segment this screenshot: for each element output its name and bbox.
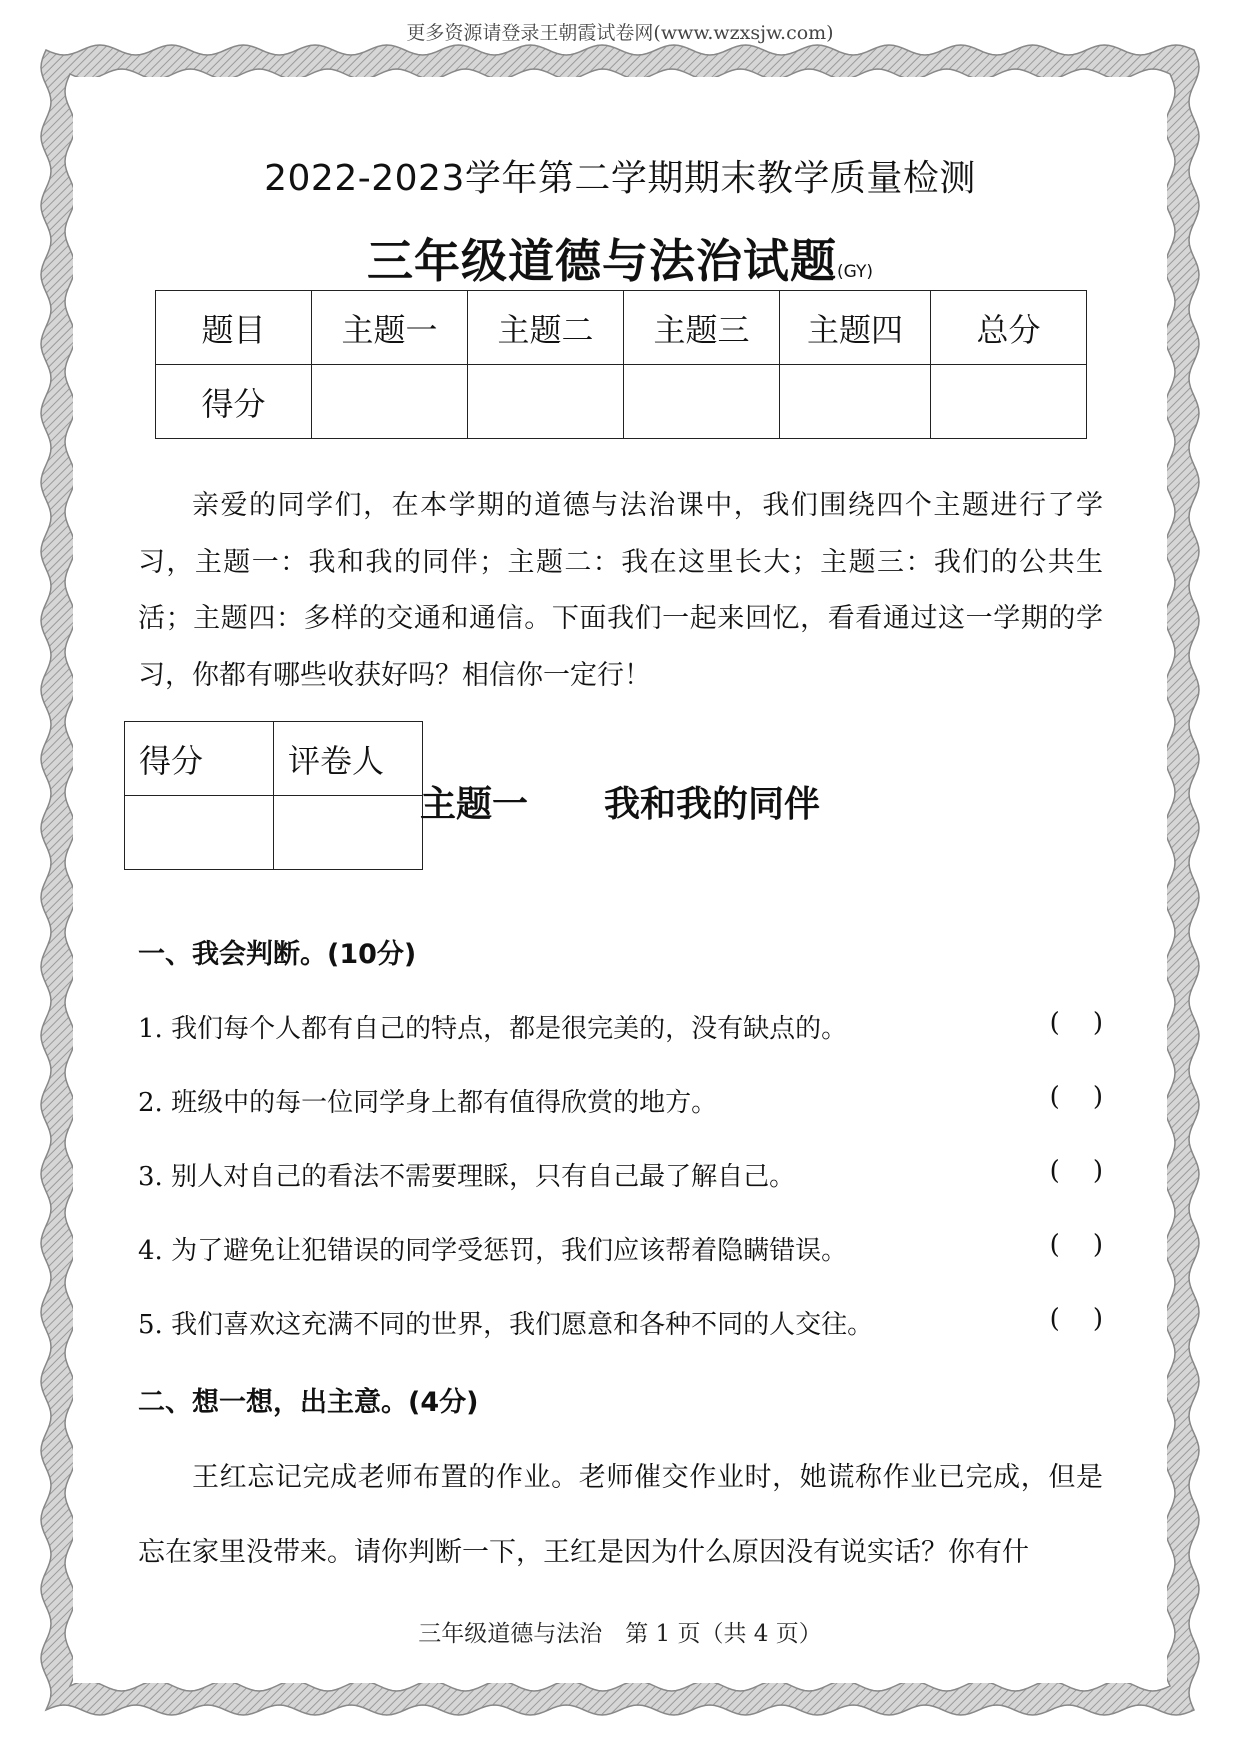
exam-title-line1: 2022-2023学年第二学期期末教学质量检测 [264,158,976,199]
score-header-cell: 主题一 [312,291,468,365]
grader-name-entry[interactable] [274,796,423,870]
judgement-question [138,1304,1103,1341]
answer-bracket[interactable]: ( ) [1049,1304,1103,1334]
answer-bracket[interactable]: ( ) [1049,1082,1103,1112]
grader-score-label: 得分 [125,722,274,796]
page-footer: 三年级道德与法治 第 1 页（共 4 页） [418,1621,822,1647]
answer-bracket[interactable]: ( ) [1049,1008,1103,1038]
score-entry-cell[interactable] [468,365,624,439]
question-text: 3. 别人对自己的看法不需要理睬，只有自己最了解自己。 [138,1162,796,1192]
judgement-question [138,1156,1103,1193]
grader-table [124,721,423,870]
score-header-cell: 总分 [931,291,1087,365]
score-row-label: 得分 [156,365,312,439]
score-header-cell: 主题三 [624,291,780,365]
section2-title: 二、想一想，出主意。(4分) [138,1387,479,1418]
section2-paragraph: 王红忘记完成老师布置的作业。老师催交作业时，她谎称作业已完成，但是忘在家里没带来。请你判断一下，王红是因为什么原因没有说实话？你有什 [138,1462,1103,1568]
grader-score-entry[interactable] [125,796,274,870]
judgement-question [138,1008,1103,1045]
exam-title-suffix: (GY) [837,262,873,282]
exam-title-line2 [0,225,1240,291]
question-text: 2. 班级中的每一位同学身上都有值得欣赏的地方。 [138,1088,718,1118]
section1-title: 一、我会判断。(10分) [138,939,417,970]
intro-paragraph: 亲爱的同学们，在本学期的道德与法治课中，我们围绕四个主题进行了学习，主题一：我和我的同伴；主题二：我在这里长大；主题三：我们的公共生活；主题四：多样的交通和通信。下面我们一起来回忆，看看通过这一学期的学习，你都有哪些收获好吗？相信你一定行！ [138,490,1103,691]
exam-subject-title: 三年级道德与法治试题 [367,234,837,288]
judgement-question [138,1082,1103,1119]
score-entry-cell[interactable] [780,365,931,439]
score-table-header-row [156,291,1087,365]
header-note: 更多资源请登录王朝霞试卷网(www.wzxsjw.com) [406,22,834,44]
question-text: 4. 为了避免让犯错误的同学受惩罚，我们应该帮着隐瞒错误。 [138,1236,848,1266]
score-header-cell: 主题四 [780,291,931,365]
question-text: 5. 我们喜欢这充满不同的世界，我们愿意和各种不同的人交往。 [138,1310,874,1340]
theme1-label: 主题一 [420,784,529,825]
judgement-question [138,1230,1103,1267]
answer-bracket[interactable]: ( ) [1049,1230,1103,1260]
grader-name-label: 评卷人 [274,722,423,796]
score-header-cell: 主题二 [468,291,624,365]
score-summary-table [155,290,1087,439]
answer-bracket[interactable]: ( ) [1049,1156,1103,1186]
score-table-score-row [156,365,1087,439]
score-entry-cell[interactable] [312,365,468,439]
question-text: 1. 我们每个人都有自己的特点，都是很完美的，没有缺点的。 [138,1014,848,1044]
theme1-heading [420,776,820,827]
score-header-cell: 题目 [156,291,312,365]
score-entry-cell[interactable] [931,365,1087,439]
score-entry-cell[interactable] [624,365,780,439]
theme1-name: 我和我的同伴 [604,784,821,825]
